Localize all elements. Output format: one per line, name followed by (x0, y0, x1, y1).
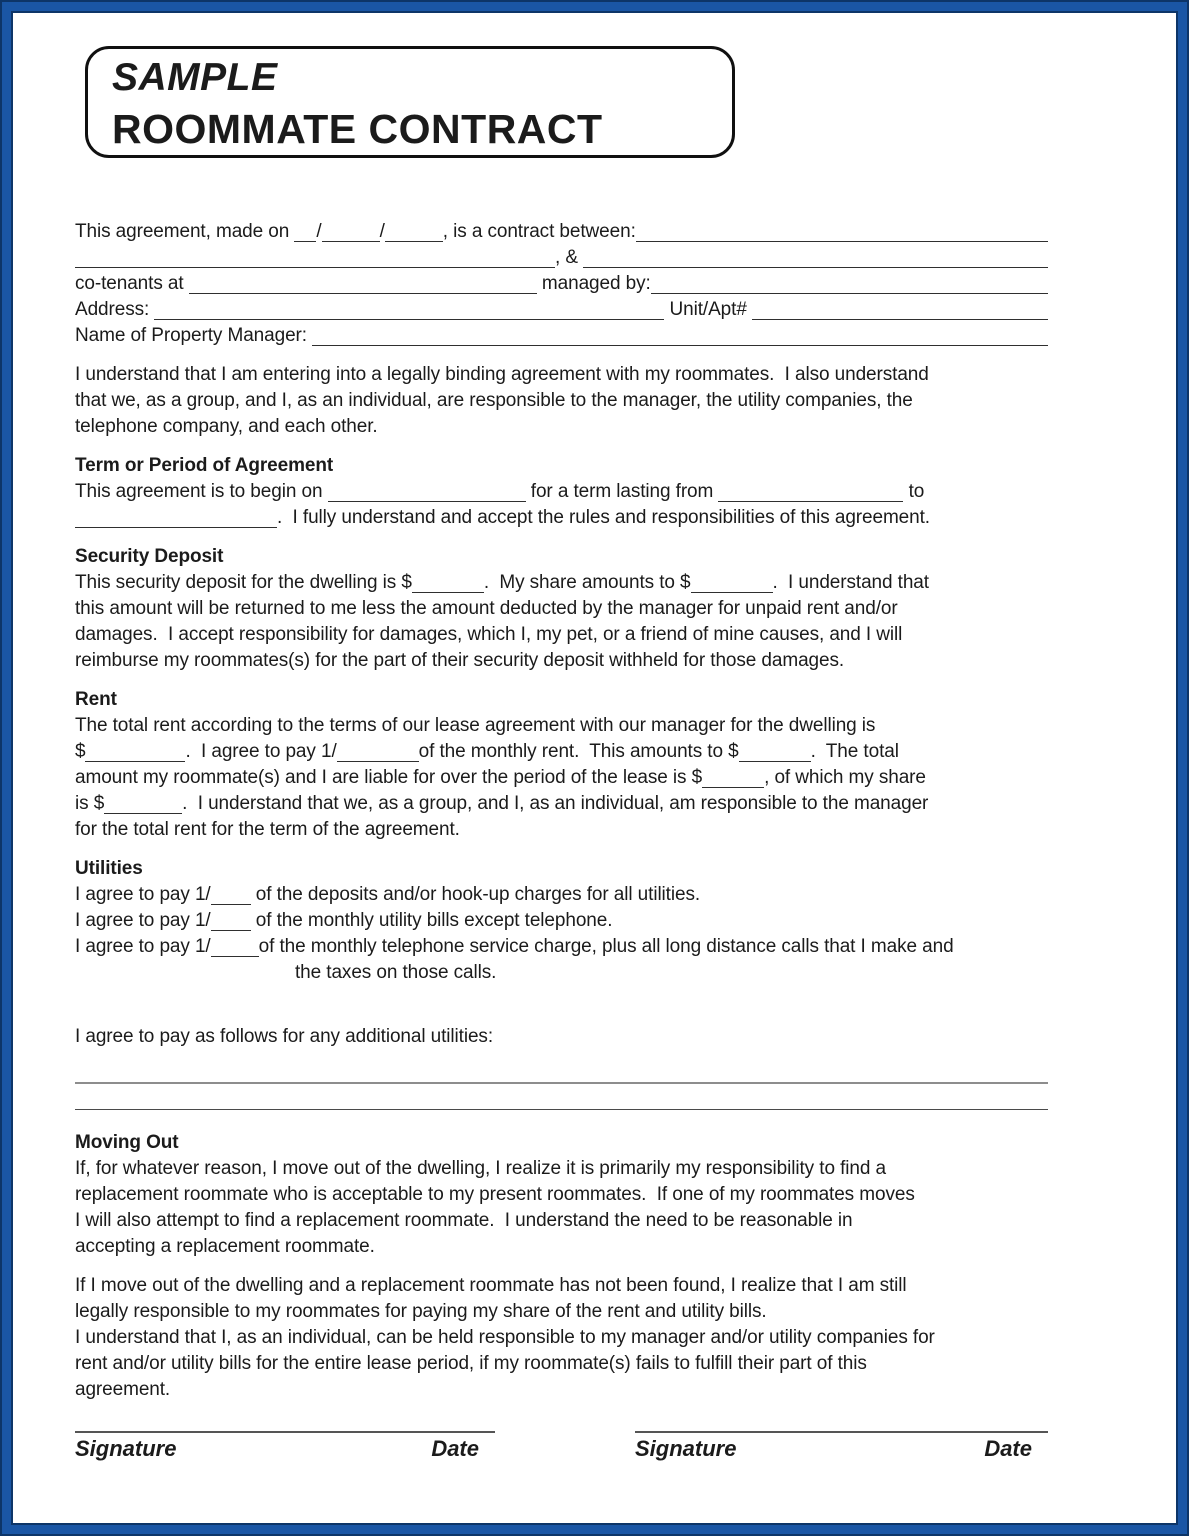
text-run: $ (75, 741, 86, 762)
blank-field (691, 592, 773, 593)
text-run: . I agree to pay 1/ (185, 741, 337, 762)
text-run: I agree to pay 1/ (75, 910, 211, 931)
text-line (75, 219, 1048, 245)
blank-field (328, 501, 526, 502)
text-run: for a term lasting from (525, 481, 719, 502)
blank-field (739, 761, 811, 762)
text-run: managed by: (536, 273, 651, 294)
text-line (75, 1182, 1048, 1208)
blank-field (211, 904, 251, 905)
text-line (75, 713, 1048, 739)
signature-line (75, 1431, 495, 1433)
text-line (75, 414, 1048, 440)
text-run: I agree to pay 1/ (75, 884, 211, 905)
text-run: legally responsible to my roommates for paying my share of the rent and utility bills. (75, 1301, 767, 1322)
text-line (75, 479, 1048, 505)
text-run: I will also attempt to find a replacement roommate. I understand the need to be reasonable in (75, 1210, 853, 1231)
text-run: for the total rent for the term of the agreement. (75, 819, 460, 840)
text-run: of the deposits and/or hook-up charges for all utilities. (250, 884, 701, 905)
signature-label: Signature (635, 1436, 737, 1461)
blank-field (583, 267, 1048, 268)
section-heading: Utilities (75, 858, 143, 879)
term-or-period (75, 453, 1048, 531)
section-heading: Term or Period of Agreement (75, 455, 334, 476)
blank-field (312, 345, 1048, 346)
text-run: to (903, 481, 925, 502)
blank-field (75, 527, 277, 528)
blank-field (75, 1082, 1048, 1084)
text-line (75, 271, 1048, 297)
blank-field (337, 761, 419, 762)
text-run: If, for whatever reason, I move out of the dwelling, I realize it is primarily my responsibility to find a (75, 1158, 886, 1179)
text-line (75, 297, 1048, 323)
text-run: of the monthly utility bills except telephone. (250, 910, 613, 931)
blank-field (651, 293, 1048, 294)
rent (75, 687, 1048, 843)
text-line (75, 1234, 1048, 1260)
additional-utilities-blanks (75, 1060, 1048, 1112)
blank-field (211, 956, 259, 957)
text-run: replacement roommate who is acceptable to my present roommates. If one of my roommates moves (75, 1184, 915, 1205)
text-line (75, 1086, 1048, 1112)
text-run: I agree to pay 1/ (75, 936, 211, 957)
text-run: co-tenants at (75, 273, 189, 294)
blank-field (85, 761, 185, 762)
text-run: , of which my share (764, 767, 926, 788)
blank-field (636, 241, 1048, 242)
text-run: If I move out of the dwelling and a replacement roommate has not been found, I realize that I am still (75, 1275, 907, 1296)
text-run: telephone company, and each other. (75, 416, 378, 437)
text-run: This agreement is to begin on (75, 481, 328, 502)
text-run: reimburse my roommates(s) for the part of their security deposit withheld for those damages. (75, 650, 845, 671)
signature-label: Signature (75, 1436, 177, 1461)
text-line (75, 1024, 1048, 1050)
text-run: that we, as a group, and I, as an individual, are responsible to the manager, the utility companies, the (75, 390, 913, 411)
text-run: I understand that I, as an individual, can be held responsible to my manager and/or utility companies for (75, 1327, 935, 1348)
title-box (85, 46, 735, 158)
signature-line (635, 1431, 1048, 1433)
text-run: This agreement, made on (75, 221, 295, 242)
moving-out (75, 1130, 1048, 1260)
page-content (75, 13, 1048, 1403)
signature-block-2 (635, 1431, 1048, 1462)
text-run: . I understand that (772, 572, 929, 593)
document-body (75, 219, 1048, 1403)
text-line (75, 648, 1048, 674)
text-run: The total rent according to the terms of our lease agreement with our manager for the dwelling is (75, 715, 876, 736)
text-run: / (379, 221, 385, 242)
text-line (75, 765, 1048, 791)
blank-field (718, 501, 903, 502)
text-run: Address: (75, 299, 155, 320)
signature-area (75, 1431, 1048, 1462)
moving-out-continued (75, 1273, 1048, 1403)
text-run: . My share amounts to $ (483, 572, 691, 593)
text-line (75, 1060, 1048, 1086)
text-run: , is a contract between: (442, 221, 636, 242)
text-line (75, 908, 1048, 934)
text-line (75, 505, 1048, 531)
blank-field (154, 319, 664, 320)
text-run: damages. I accept responsibility for damages, which I, my pet, or a friend of mine causes, and I will (75, 624, 903, 645)
text-run: rent and/or utility bills for the entire lease period, if my roommate(s) fails to fulfill their part of this (75, 1353, 867, 1374)
text-line (75, 570, 1048, 596)
blank-field (385, 241, 443, 242)
text-run: I agree to pay as follows for any additional utilities: (75, 1026, 494, 1047)
security-deposit (75, 544, 1048, 674)
signature-block-1 (75, 1431, 495, 1462)
text-run: of the monthly rent. This amounts to $ (418, 741, 739, 762)
text-line (75, 1299, 1048, 1325)
text-run: . I understand that we, as a group, and I, as an individual, am responsible to the manager (182, 793, 929, 814)
text-line (75, 791, 1048, 817)
text-run: . I fully understand and accept the rules and responsibilities of this agreement. (277, 507, 930, 528)
text-line (75, 1325, 1048, 1351)
text-run: accepting a replacement roommate. (75, 1236, 375, 1257)
blank-field (75, 1109, 1048, 1110)
text-run: Unit/Apt# (664, 299, 752, 320)
section-heading: Moving Out (75, 1132, 179, 1153)
blank-field (294, 241, 316, 242)
text-run: the taxes on those calls. (295, 962, 497, 983)
additional-utilities (75, 1024, 1048, 1050)
text-line (75, 323, 1048, 349)
text-run: of the monthly telephone service charge, plus all long distance calls that I make and (258, 936, 954, 957)
blank-field (412, 592, 484, 593)
text-run: Name of Property Manager: (75, 325, 313, 346)
text-line (75, 817, 1048, 843)
text-run: agreement. (75, 1379, 171, 1400)
text-line (75, 1208, 1048, 1234)
binding-agreement (75, 362, 1048, 440)
text-run: . The total (810, 741, 899, 762)
text-line (75, 1351, 1048, 1377)
text-line (75, 245, 1048, 271)
text-line (75, 622, 1048, 648)
blank-field (189, 293, 537, 294)
text-line (75, 1273, 1048, 1299)
text-run: is $ (75, 793, 105, 814)
text-line (75, 882, 1048, 908)
text-line (75, 960, 1048, 986)
date-label: Date (984, 1436, 1032, 1461)
title-main-label: ROOMMATE CONTRACT (112, 106, 603, 152)
text-run: I understand that I am entering into a legally binding agreement with my roommates. I also understand (75, 364, 929, 385)
text-line (75, 739, 1048, 765)
text-line (75, 1377, 1048, 1403)
text-line (75, 1156, 1048, 1182)
text-run: this amount will be returned to me less the amount deducted by the manager for unpaid rent and/or (75, 598, 898, 619)
blank-field (752, 319, 1048, 320)
blank-field (211, 930, 251, 931)
text-line (75, 388, 1048, 414)
text-line (75, 596, 1048, 622)
blank-field (702, 787, 764, 788)
date-label: Date (431, 1436, 479, 1461)
text-run: / (316, 221, 322, 242)
utilities (75, 856, 1048, 986)
text-line (75, 934, 1048, 960)
text-run: amount my roommate(s) and I are liable for over the period of the lease is $ (75, 767, 703, 788)
parties (75, 219, 1048, 349)
blank-field (104, 813, 182, 814)
section-heading: Rent (75, 689, 117, 710)
section-heading: Security Deposit (75, 546, 224, 567)
blank-field (75, 267, 555, 268)
blank-field (322, 241, 380, 242)
title-sample-label: SAMPLE (112, 56, 278, 99)
text-run: This security deposit for the dwelling is $ (75, 572, 412, 593)
text-run: , & (555, 247, 584, 268)
text-line (75, 362, 1048, 388)
